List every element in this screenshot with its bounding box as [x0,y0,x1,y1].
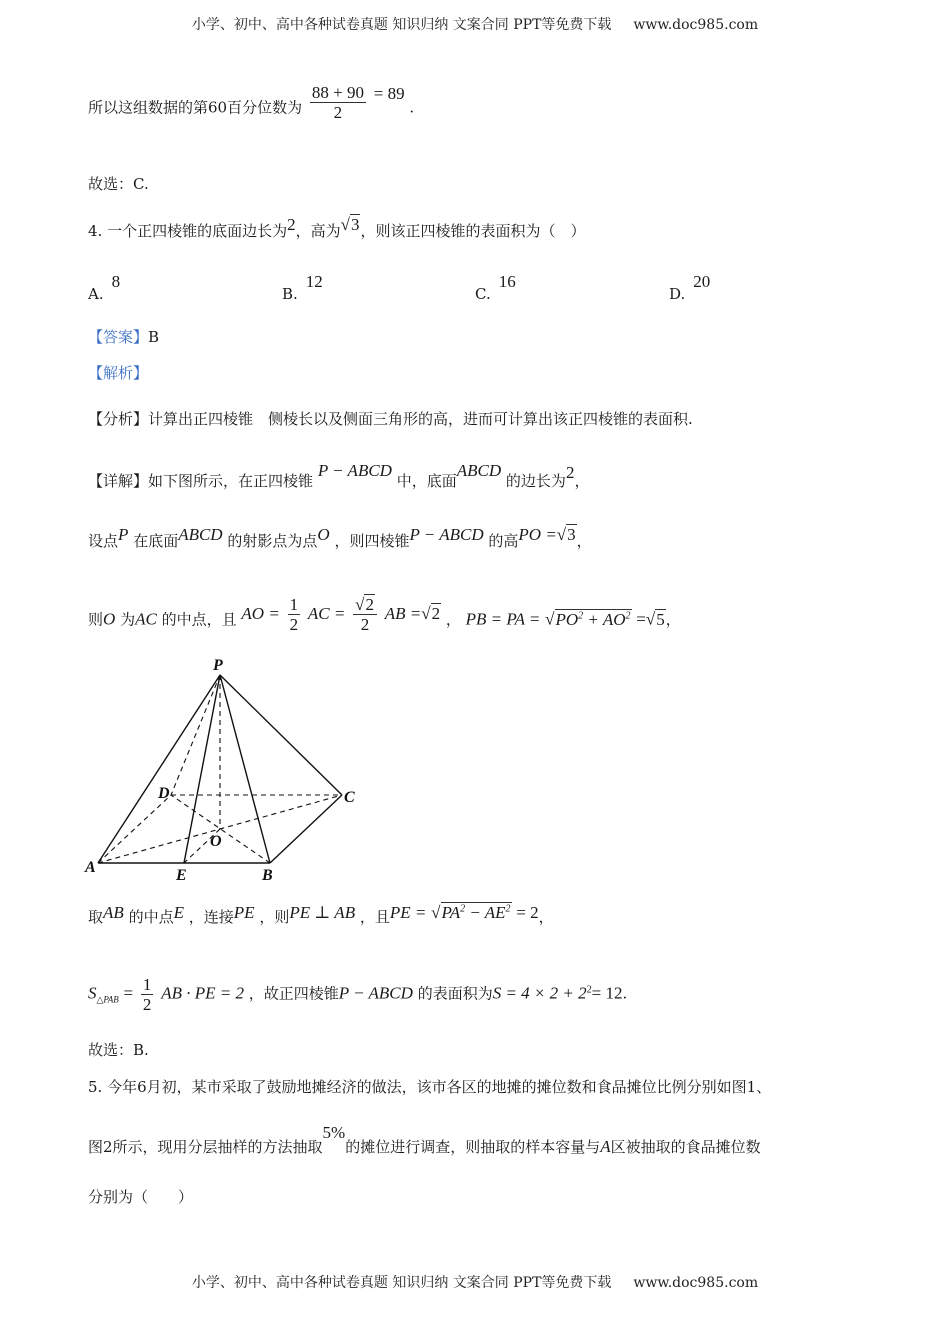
page-header [0,14,950,34]
math-ao-sq: + AO [587,609,626,629]
label-o: O [210,833,222,850]
page-footer [0,1272,950,1292]
math-pa: PA [441,903,461,922]
math-ab: AB [103,903,124,922]
root2-den: 2 [360,615,370,634]
math-eq3: = [123,983,134,1003]
question-5-line-1: 5. 今年6月初，某市采取了鼓励地摊经济的做法，该市各区的地摊的摊位数和食品摊位比例分别如图1、 [88,1078,772,1096]
period: . [409,98,415,117]
q5-l2a: 图2所示，现用分层抽样的方法抽取 [88,1138,323,1156]
lc-d: ， [445,610,461,629]
edge-pc [220,675,342,795]
ld-b: 的中点 [128,908,174,926]
label-p: P [213,657,223,674]
option-b-label: B. [282,285,298,303]
percentile-text: 所以这组数据的第60百分位数为 [88,98,303,117]
option-b[interactable] [282,272,323,304]
math-equals: = [636,609,646,629]
lb-d: ，则四棱锥 [334,532,410,550]
option-c-value: 16 [498,272,516,291]
math-pyramid-3: P − ABCD [338,983,413,1003]
lb-e: 的高 [488,532,519,550]
option-c[interactable] [475,272,516,304]
lc-a: 则 [88,610,104,629]
percentile-line [88,83,415,127]
fraction-numerator: 88 + 90 [311,83,364,102]
math-ab-eq: AB = [384,603,422,623]
option-a[interactable] [88,272,121,304]
sup-2c: 2 [460,903,466,915]
surface-area-line [88,976,627,1013]
xiangjie-text-b: 中，底面 [396,472,457,490]
sup-2d: 2 [505,903,511,915]
xiangjie-text-c: 的边长为 [505,472,566,490]
lc-e: ， [665,610,681,629]
math-pe-eq: PE = [389,903,427,922]
math-ao: AO = [241,603,280,623]
xiangjie-text-d: ， [574,472,590,490]
math-s: S [88,983,97,1003]
option-d-value: 20 [693,272,711,291]
label-b: B [262,867,273,884]
xiangjie-line [88,461,590,490]
q4-text-a: 4. 一个正四棱锥的底面边长为 [88,222,288,240]
choice-c-line: 故选：C. [88,175,149,193]
le-b: 的表面积为 [417,984,493,1003]
fenxi-line [88,412,693,427]
footer-text: 小学、初中、高中各种试卷真题 知识归纳 文案合同 PPT等免费下载 [191,1275,612,1291]
q4-side-value: 2 [287,215,296,234]
math-pb-pa: PB = PA = [465,609,541,629]
lb-b: 在底面 [133,532,179,550]
half-num: 1 [289,595,299,614]
math-abcd: ABCD [178,525,223,544]
fenxi-tag: 【分析】 [88,410,149,428]
pyramid-figure [80,650,380,890]
math-total: S = 4 × 2 + 2 [492,983,587,1003]
answer-line [88,330,159,345]
math-perp: PE ⊥ AB [289,903,356,922]
half-den: 2 [289,615,299,634]
q5-l2b: 的摊位进行调查，则抽取的样本容量与 [345,1138,601,1156]
lb-c: 的射影点为点 [227,532,318,550]
midpoint-line: 则O 为AC 的中点，且 AO = $\frac{1}{2}$ AC = $\frac{√2}{2}$ AB =√2 ， PB = PA = $√PO^2 + AO^2 =√5$， [88,595,681,634]
fraction-result: = 89 [373,83,405,103]
ld-f: ， [538,908,554,926]
xiangjie-tag: 【详解】 [88,472,149,490]
question-5-line-3: 分别为（ ） [88,1188,194,1206]
footer-url[interactable]: www.doc985.com [633,1275,759,1291]
choice-b-line: 故选：B. [88,1041,149,1059]
math-po-2: PO [555,609,579,629]
fraction-denominator: 2 [333,103,343,122]
option-d-label: D. [669,285,686,303]
math-ae: − AE [469,903,506,922]
label-e: E [176,867,187,884]
answer-tag: 【答案】 [88,328,149,346]
q4-height-value: 3 [350,215,360,234]
edge-pd [171,675,220,795]
math-side: 2 [565,463,575,482]
option-a-value: 8 [111,272,121,291]
math-e: E [173,903,184,922]
math-p: P [118,525,129,544]
fraction-half [288,596,301,633]
q5-l2d: 区被抽取的食品摊位数 [610,1138,761,1156]
header-url[interactable]: www.doc985.com [633,17,759,33]
question-5-line-2 [88,1123,761,1156]
option-b-value: 12 [305,272,323,291]
ld-e: ，且 [359,908,390,926]
lc-c: 的中点，且 [161,610,237,629]
math-base: ABCD [456,461,502,480]
math-s-sub: △PAB [96,994,119,1005]
fraction-half-2 [141,976,154,1013]
math-pe: PE [233,903,255,922]
fenxi-text: 计算出正四棱锥 侧棱长以及侧面三角形的高，进而可计算出该正四棱锥的表面积. [148,410,693,428]
math-area-tri: AB · PE = 2 [161,983,244,1003]
ld-a: 取 [88,908,104,926]
sup-2b: 2 [625,609,631,621]
ld-d: ，则 [259,908,290,926]
lb-a: 设点 [88,532,119,550]
option-d[interactable] [669,272,711,304]
q4-text-c: ，则该正四棱锥的表面积为（ ） [360,222,586,240]
math-sqrt3: 3 [567,525,576,544]
label-d: D [158,785,170,802]
label-a: A [85,859,96,876]
analysis-tag: 【解析】 [88,364,149,382]
math-o: O [317,525,330,544]
edge-pb [220,675,270,863]
ld-c: ，连接 [188,908,234,926]
math-eq2: = 2 [516,903,539,922]
fraction-root2: $\frac{√2}{2}$ [353,596,377,633]
math-a-district: A [600,1137,611,1156]
lb-f: ， [576,532,592,550]
half2-num: 1 [142,975,152,994]
math-ac-eq: AC = [307,603,346,623]
question-4: 4. 一个正四棱锥的底面边长为2，高为√3，则该正四棱锥的表面积为（ ） [88,215,586,240]
projection-line: 设点P 在底面ABCD 的射影点为点O ，则四棱锥P − ABCD 的高PO =√3， [88,525,592,550]
pe-line: 取AB 的中点E ，连接PE ，则PE ⊥ AB ，且PE = $√PA^2 - AE^2 = 2$， [88,903,554,926]
edge-bc [270,795,342,863]
le-a: ，故正四棱锥 [248,984,339,1003]
half2-den: 2 [142,995,152,1014]
sup-2a: 2 [578,609,584,621]
math-pyramid-2: P − ABCD [409,525,484,544]
option-c-label: C. [475,285,491,303]
root2-num: 2 [365,595,374,614]
math-eq12: = 12 [591,983,623,1003]
label-c: C [344,789,355,806]
option-a-label: A. [88,285,104,303]
math-ac: AC [135,609,157,629]
answer-value: B [148,328,160,346]
xiangjie-text-a: 如下图所示，在正四棱锥 [148,472,314,490]
math-po: PO = [518,525,557,544]
lc-b: 为 [120,610,136,629]
math-sqrt2: 2 [431,603,441,623]
q4-text-b: ，高为 [295,222,341,240]
math-pyramid: P − ABCD [317,461,392,480]
math-o-2: O [103,609,116,629]
math-sqrt5: 5 [656,609,665,629]
fraction [310,84,366,121]
math-5pct: 5% [322,1123,346,1142]
sup-2e: 2 [586,984,592,996]
le-c: . [622,984,628,1003]
header-text: 小学、初中、高中各种试卷真题 知识归纳 文案合同 PPT等免费下载 [191,17,612,33]
